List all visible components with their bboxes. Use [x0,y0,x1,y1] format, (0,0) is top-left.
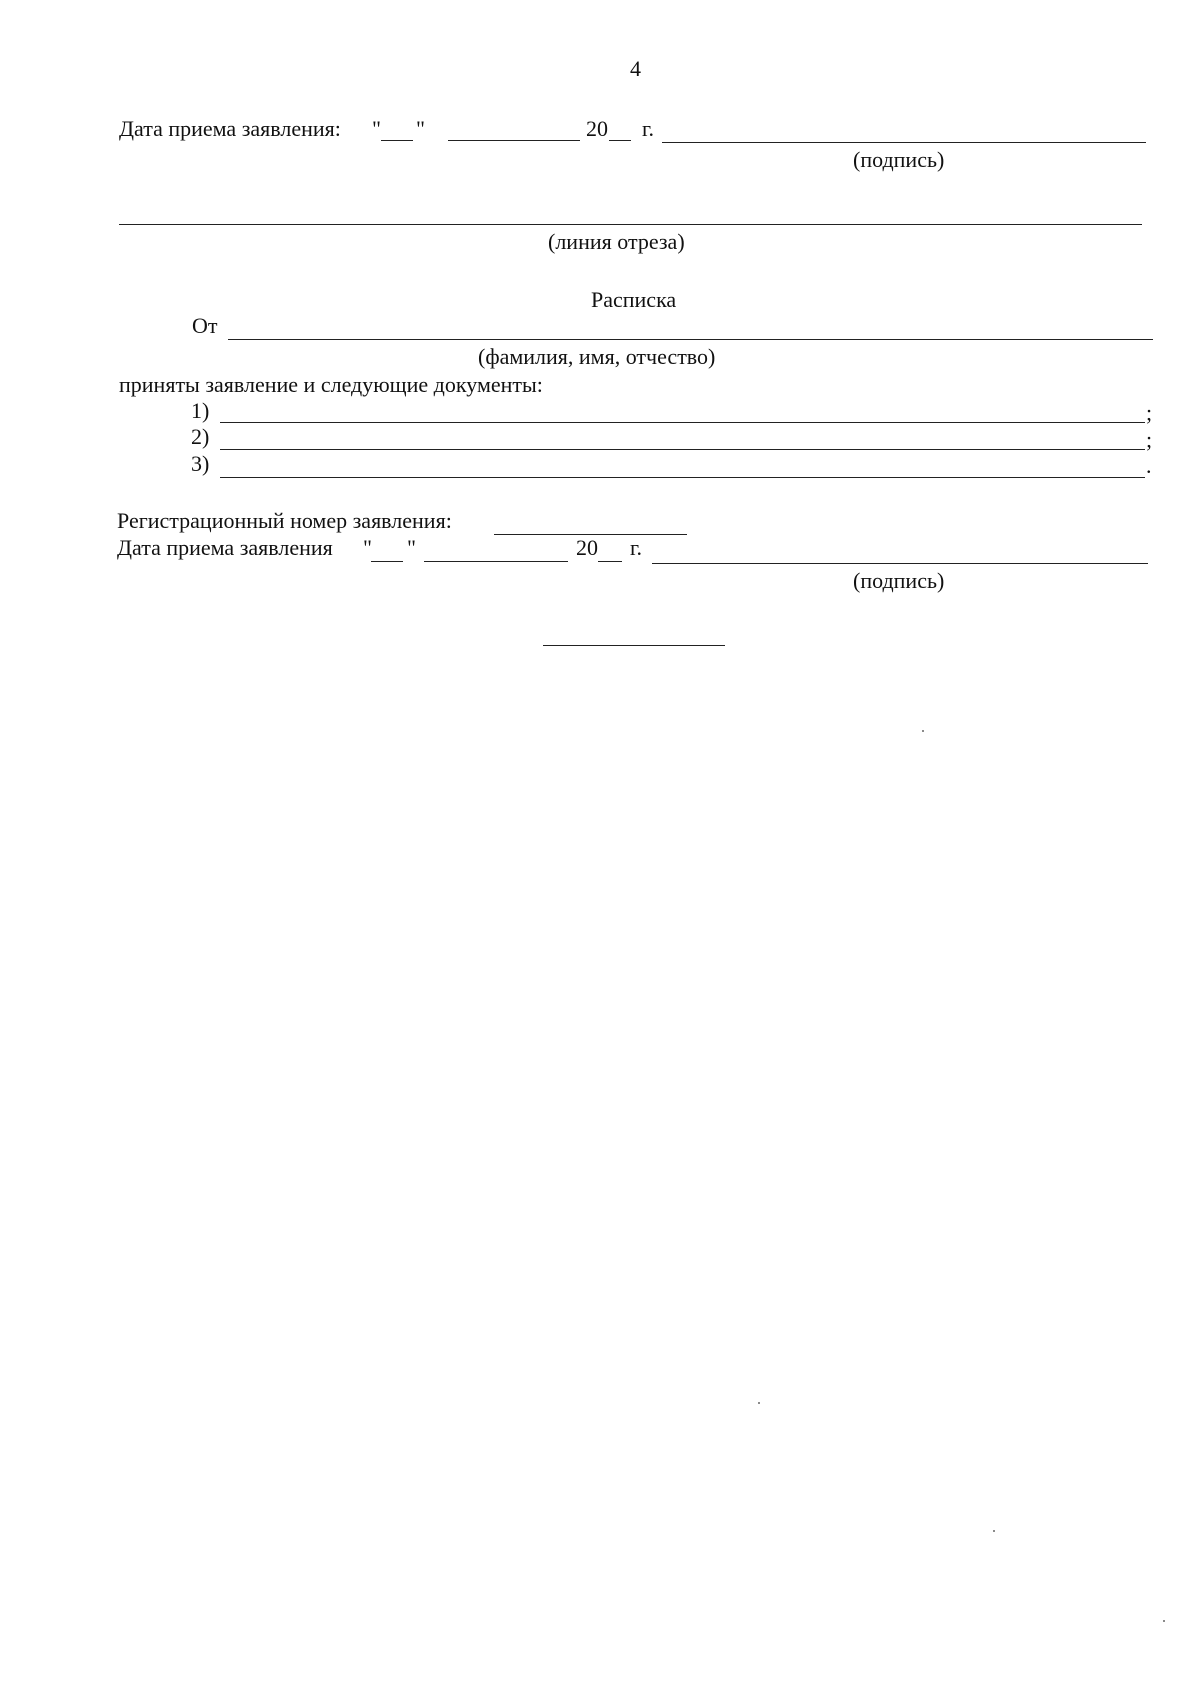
document-3-field[interactable] [220,477,1145,478]
top-quote-open: " [372,116,381,141]
document-3-end: . [1146,453,1152,478]
scan-speck [993,1530,995,1532]
scan-speck [922,730,924,732]
receipt-signature-field[interactable] [652,563,1148,564]
receipt-year-suffix: г. [630,535,643,560]
cut-line [119,224,1142,225]
receipt-date-label: Дата приема заявления [117,535,333,560]
top-quote-close: " [416,116,425,141]
page-number: 4 [630,56,641,81]
receipt-title: Расписка [591,287,677,312]
top-date-label: Дата приема заявления: [119,116,341,141]
receipt-from-field[interactable] [228,339,1153,340]
top-signature-caption: (подпись) [853,147,945,172]
top-signature-field[interactable] [662,142,1146,143]
document-2-number: 2) [191,424,210,449]
document-1-field[interactable] [220,422,1145,423]
top-year-suffix: г. [642,116,655,141]
receipt-quote-close: " [407,535,416,560]
receipt-month-field[interactable] [424,561,568,562]
document-1-number: 1) [191,398,210,423]
top-year-prefix: 20 [586,116,608,141]
receipt-from-caption: (фамилия, имя, отчество) [478,344,716,369]
receipt-year-prefix: 20 [576,535,598,560]
top-year-field[interactable] [609,140,631,141]
receipt-year-field[interactable] [598,561,622,562]
document-1-end: ; [1146,400,1153,425]
receipt-day-field[interactable] [371,561,403,562]
document-2-field[interactable] [220,449,1145,450]
receipt-from-label: От [192,313,218,338]
reg-number-label: Регистрационный номер заявления: [117,508,452,533]
receipt-signature-caption: (подпись) [853,568,945,593]
scan-speck [1163,1620,1165,1622]
scan-speck [758,1402,760,1404]
top-day-field[interactable] [381,140,413,141]
receipt-accepted-text: приняты заявление и следующие документы: [119,372,543,397]
top-month-field[interactable] [448,140,580,141]
end-separator-line [543,645,725,646]
receipt-quote-open: " [363,535,372,560]
cut-line-caption: (линия отреза) [548,229,685,254]
document-3-number: 3) [191,451,210,476]
document-2-end: ; [1146,427,1153,452]
